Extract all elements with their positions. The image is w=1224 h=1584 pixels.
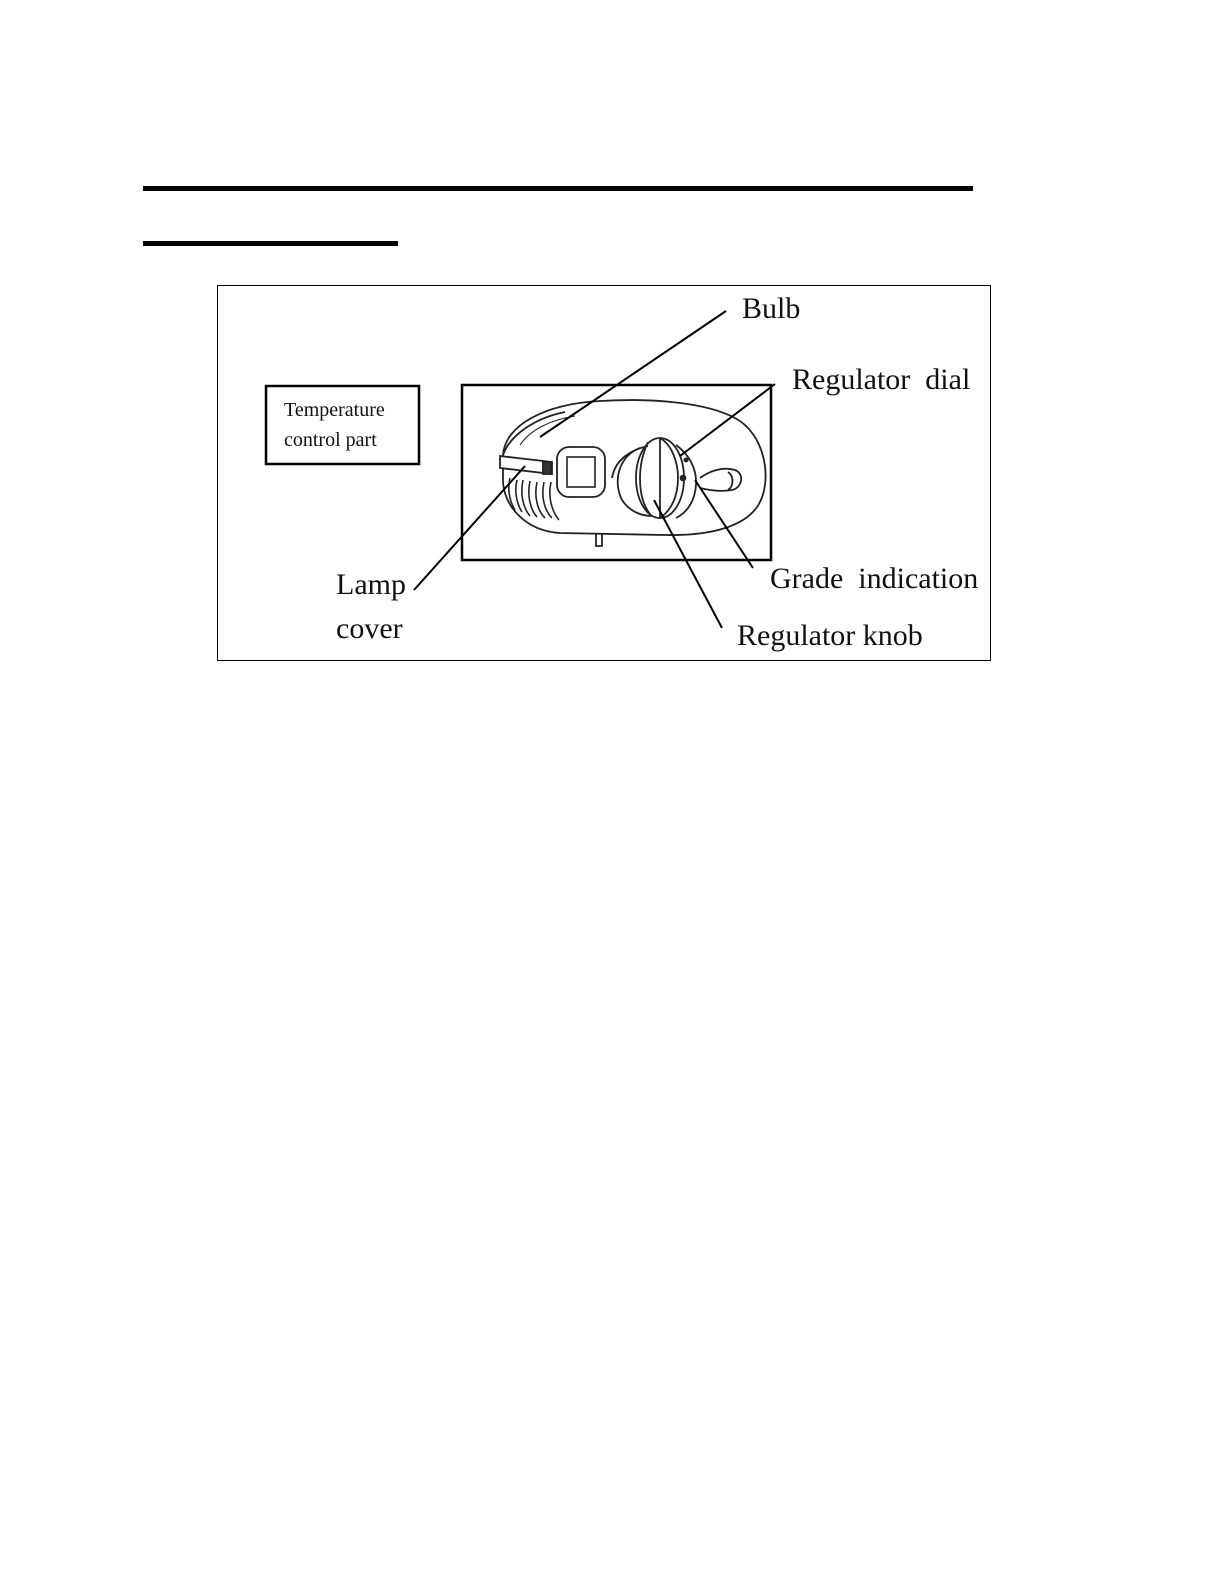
regulator-dial-ring bbox=[676, 445, 696, 518]
display-window bbox=[557, 447, 605, 497]
regulator-dial-leader bbox=[680, 384, 775, 456]
callout-lamp-cover-line-1: Lamp bbox=[336, 568, 406, 601]
callout-regulator-dial: Regulator dial bbox=[792, 363, 971, 396]
regulator-knob-leader bbox=[654, 500, 722, 628]
callout-bulb: Bulb bbox=[742, 292, 801, 325]
temperature-control-label-box bbox=[266, 386, 419, 464]
device-stand bbox=[596, 533, 602, 546]
side-handle bbox=[700, 469, 741, 491]
callout-lamp-cover-line-2: cover bbox=[336, 612, 403, 645]
temperature-control-diagram bbox=[0, 0, 1224, 700]
callout-regulator-knob: Regulator knob bbox=[737, 619, 923, 652]
label-box-line-1: Temperature bbox=[284, 399, 385, 421]
callout-grade-indication: Grade indication bbox=[770, 562, 979, 595]
label-box-line-2: control part bbox=[284, 429, 377, 451]
grade-indication-leader bbox=[695, 480, 753, 568]
bulb-leader bbox=[540, 311, 726, 437]
lamp-cover-leader bbox=[414, 466, 525, 590]
regulator-knob-icon bbox=[636, 438, 684, 518]
